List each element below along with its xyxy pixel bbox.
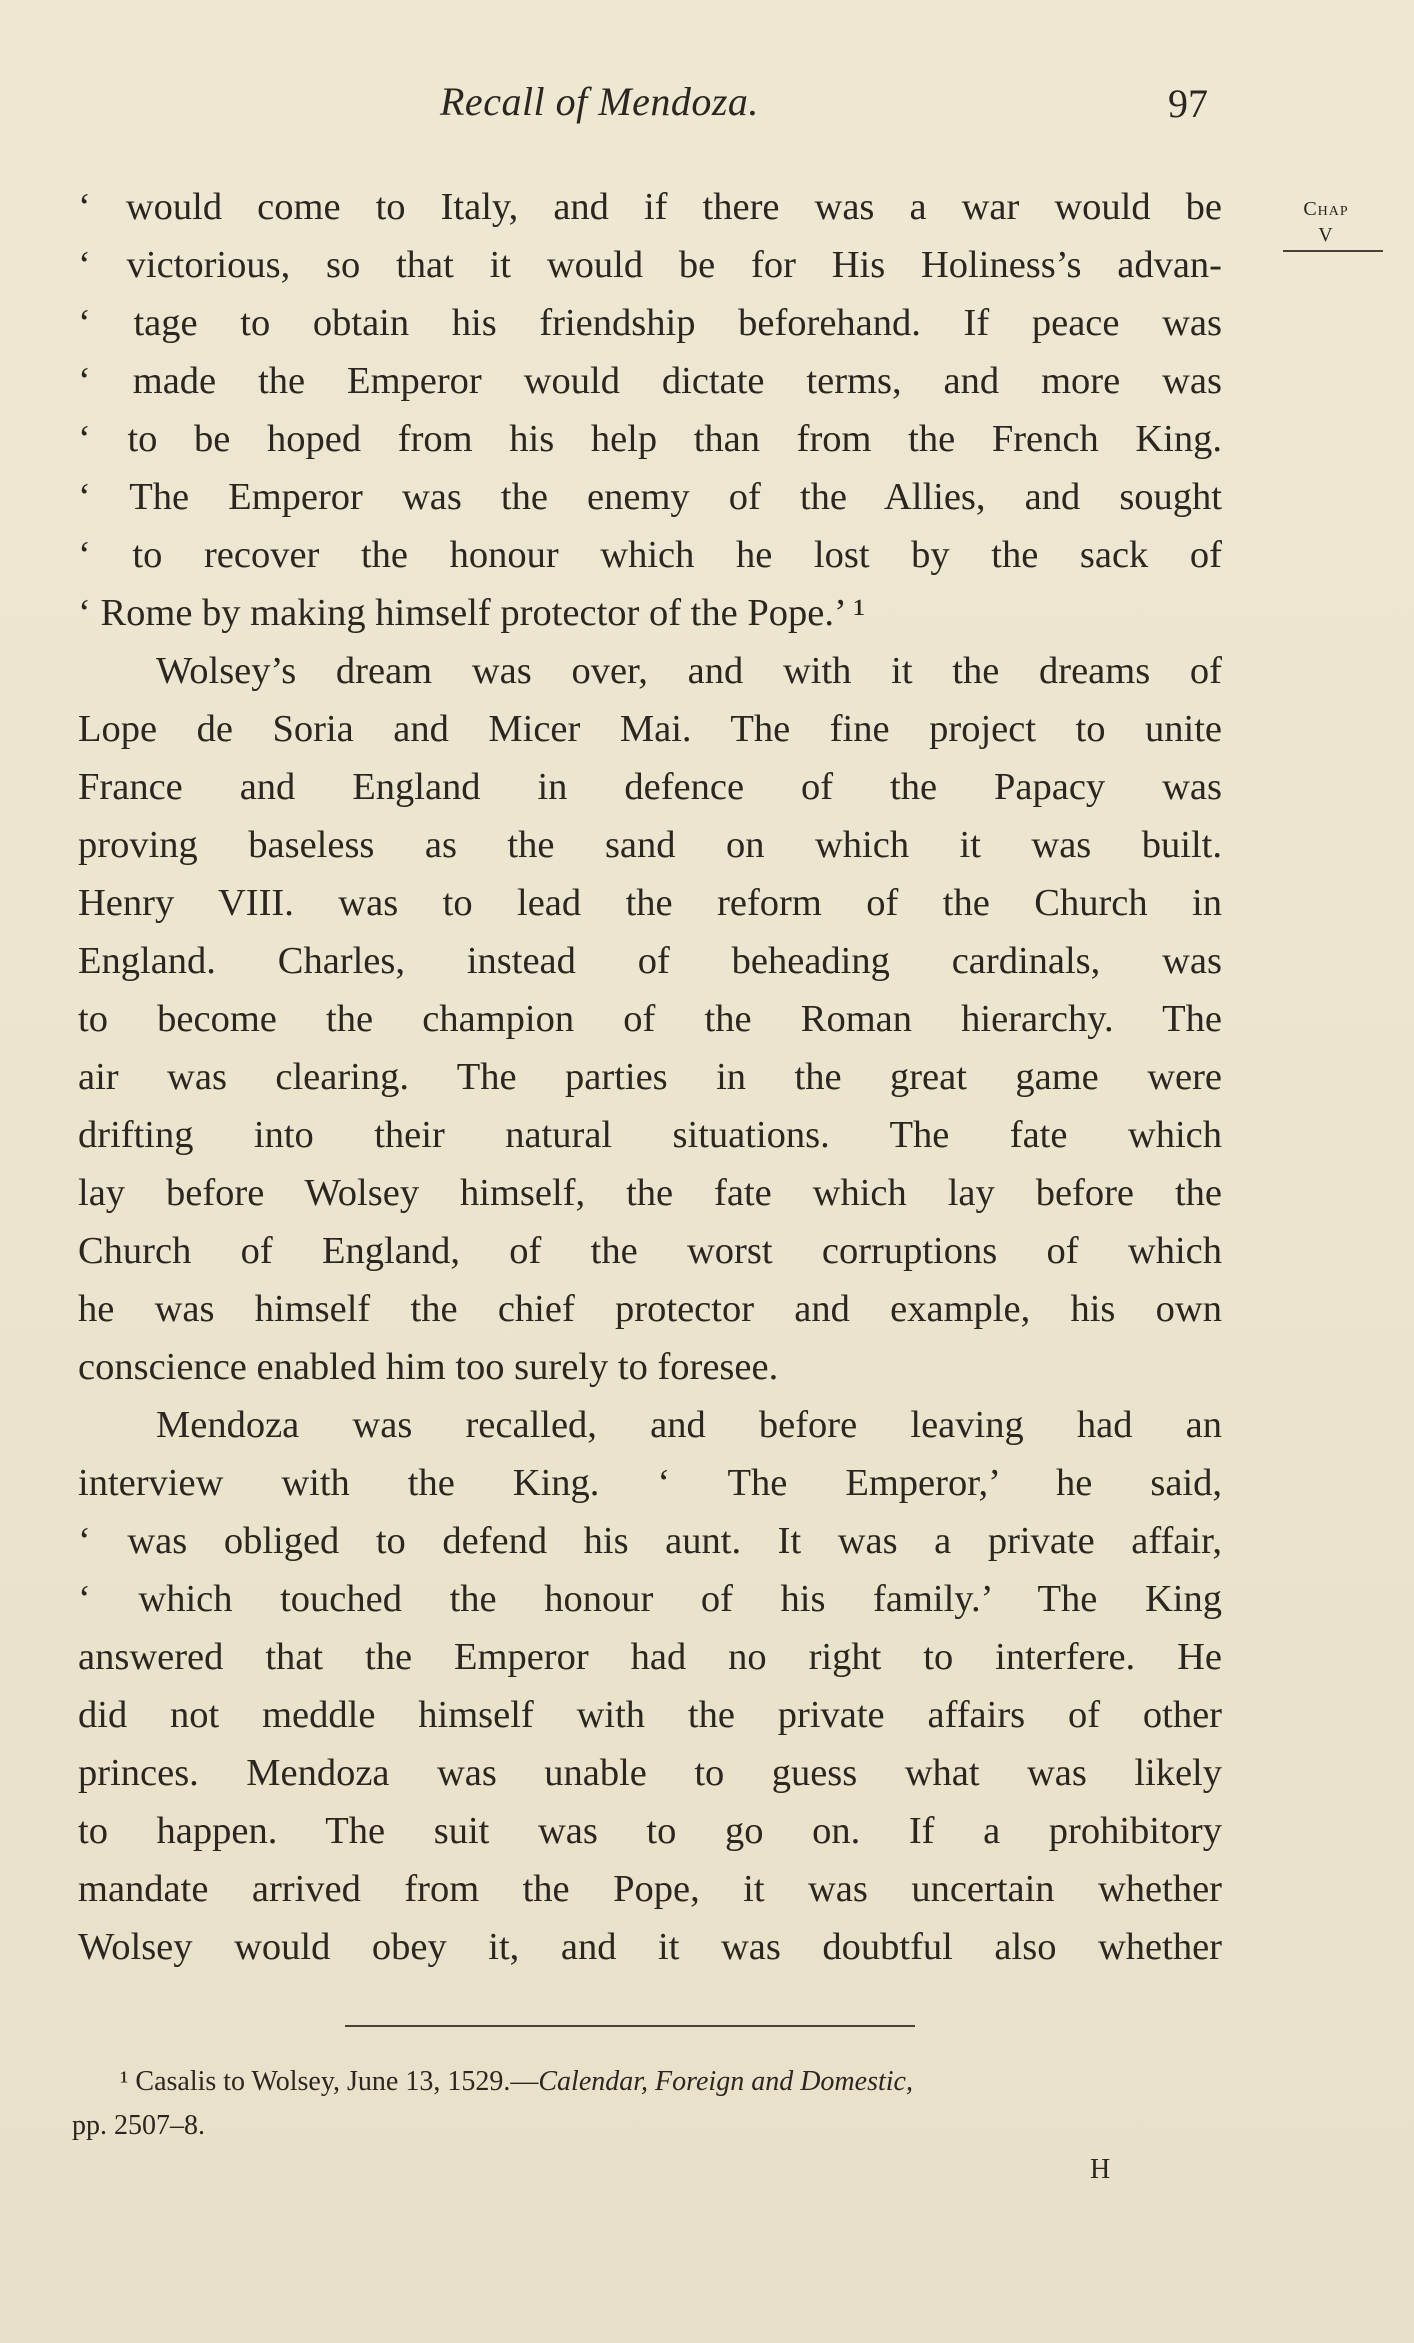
paragraph-start-line: Wolsey’s dream was over, and with it the dreams of	[156, 650, 1222, 692]
page-number: 97	[1168, 81, 1208, 126]
body-line: mandate arrived from the Pope, it was uncertain whether	[78, 1868, 1222, 1910]
signature-mark: H	[1090, 2154, 1111, 2185]
body-line: ‘ tage to obtain his friendship beforehand. If peace was	[78, 302, 1222, 344]
body-line: drifting into their natural situations. The fate which	[78, 1114, 1222, 1156]
body-line: ‘ The Emperor was the enemy of the Allies, and sought	[78, 476, 1222, 518]
body-line: answered that the Emperor had no right to interfere. He	[78, 1636, 1222, 1678]
body-line: conscience enabled him too surely to foresee.	[78, 1346, 779, 1388]
body-line: England. Charles, instead of beheading cardinals, was	[78, 940, 1222, 982]
body-line: ‘ to be hoped from his help than from the French King.	[78, 418, 1222, 460]
body-line: ‘ victorious, so that it would be for His Holiness’s advan-	[78, 244, 1222, 286]
body-line: ‘ which touched the honour of his family.’ The King	[78, 1578, 1222, 1620]
footnote-line	[120, 2060, 913, 2104]
body-line: lay before Wolsey himself, the fate which lay before the	[78, 1172, 1222, 1214]
running-title: Recall of Mendoza.	[440, 79, 759, 124]
footnote-text: ¹ Casalis to Wolsey, June 13, 1529.—	[120, 2066, 539, 2097]
footnote-line: pp. 2507–8.	[72, 2110, 205, 2141]
body-line: Church of England, of the worst corruptions of which	[78, 1230, 1222, 1272]
footnote-source: Calendar, Foreign and Domestic,	[538, 2066, 913, 2097]
body-line: ‘ to recover the honour which he lost by the sack of	[78, 534, 1222, 576]
body-line: ‘ would come to Italy, and if there was a war would be	[78, 186, 1222, 228]
body-line: he was himself the chief protector and example, his own	[78, 1288, 1222, 1330]
body-line: ‘ was obliged to defend his aunt. It was a private affair,	[78, 1520, 1222, 1562]
paragraph-start-line: Mendoza was recalled, and before leaving had an	[156, 1404, 1222, 1446]
body-line: did not meddle himself with the private affairs of other	[78, 1694, 1222, 1736]
body-line: Lope de Soria and Micer Mai. The fine project to unite	[78, 708, 1222, 750]
body-line: interview with the King. ‘ The Emperor,’ he said,	[78, 1462, 1222, 1504]
body-line: Wolsey would obey it, and it was doubtful also whether	[78, 1926, 1222, 1968]
body-line: princes. Mendoza was unable to guess what was likely	[78, 1752, 1222, 1794]
body-line: to become the champion of the Roman hierarchy. The	[78, 998, 1222, 1040]
body-line: proving baseless as the sand on which it was built.	[78, 824, 1222, 866]
body-line: ‘ Rome by making himself protector of the Pope.’ ¹	[78, 592, 866, 634]
body-line: Henry VIII. was to lead the reform of the Church in	[78, 882, 1222, 924]
chapter-rule	[1283, 250, 1383, 252]
footnote-rule	[345, 2025, 915, 2027]
body-line: to happen. The suit was to go on. If a prohibitory	[78, 1810, 1222, 1852]
chapter-label: Chap	[1303, 198, 1349, 220]
chapter-number: V	[1318, 224, 1334, 246]
body-line: ‘ made the Emperor would dictate terms, and more was	[78, 360, 1222, 402]
body-line: France and England in defence of the Papacy was	[78, 766, 1222, 808]
chapter-margin-note	[1283, 196, 1369, 252]
body-line: air was clearing. The parties in the great game were	[78, 1056, 1222, 1098]
